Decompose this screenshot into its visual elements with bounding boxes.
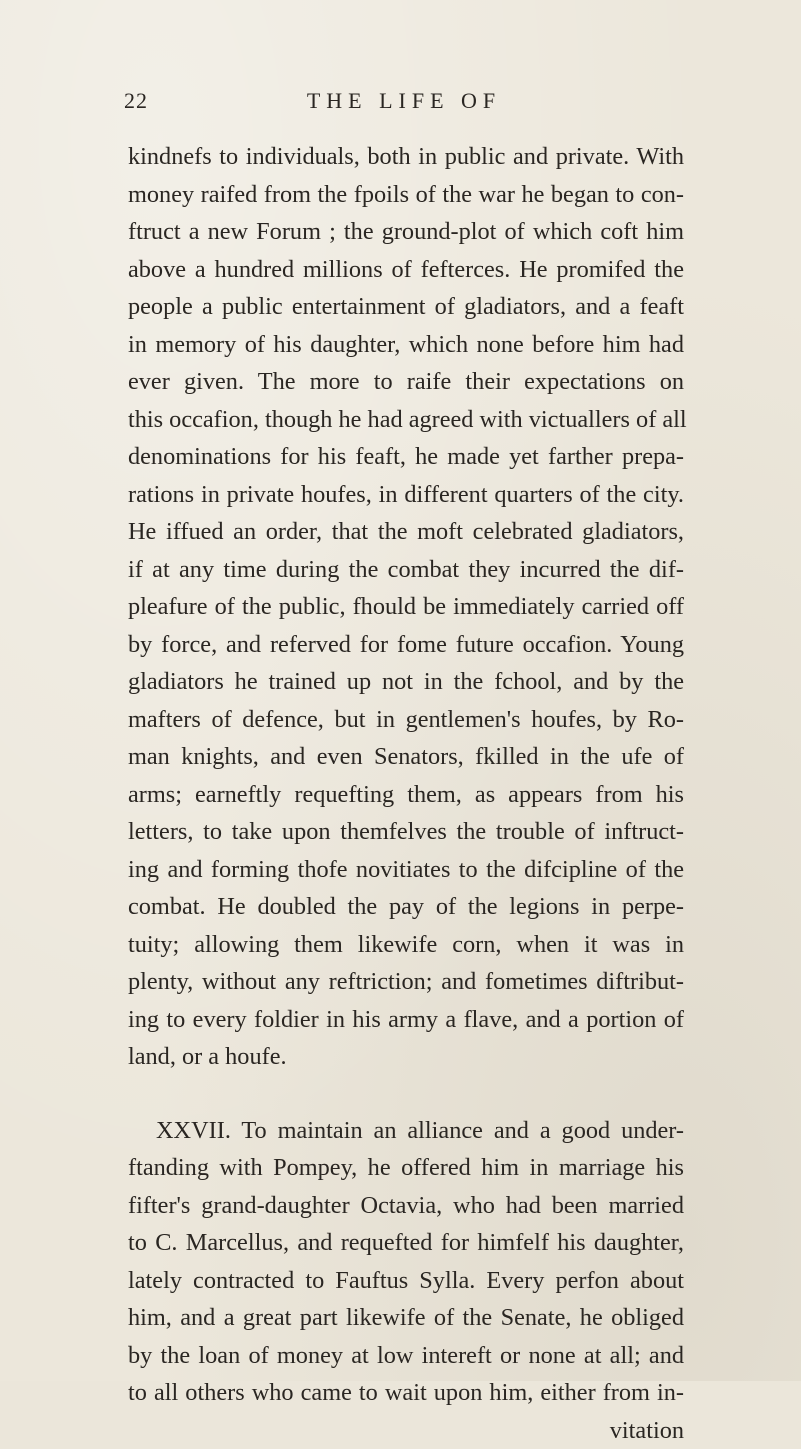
text-line: rations in private houfes, in different quarters of the city. bbox=[128, 476, 684, 514]
text-line: in memory of his daughter, which none before him had bbox=[128, 326, 684, 364]
text-line: ing to every foldier in his army a flave, and a portion of bbox=[128, 1001, 684, 1039]
text-line: ing and forming thofe novitiates to the difcipline of the bbox=[128, 851, 684, 889]
text-line: He iffued an order, that the moft celebrated gladiators, bbox=[128, 513, 684, 551]
text-line: if at any time during the combat they incurred the dif- bbox=[128, 551, 684, 589]
text-line: by the loan of money at low intereft or none at all; and bbox=[128, 1337, 684, 1375]
text-line: lately contracted to Fauftus Sylla. Every perfon about bbox=[128, 1262, 684, 1300]
text-line: this occafion, though he had agreed with victuallers of all bbox=[128, 401, 684, 439]
paragraph-1 bbox=[128, 138, 684, 1076]
text-line: letters, to take upon themfelves the trouble of inftruct- bbox=[128, 813, 684, 851]
text-line: fifter's grand-daughter Octavia, who had been married bbox=[128, 1187, 684, 1225]
text-line: kindnefs to individuals, both in public and private. With bbox=[128, 138, 684, 176]
text-line: XXVII. To maintain an alliance and a good under- bbox=[128, 1112, 684, 1150]
paragraph-2 bbox=[128, 1112, 684, 1412]
text-line: plenty, without any reftriction; and fometimes diftribut- bbox=[128, 963, 684, 1001]
text-line: by force, and referved for fome future occafion. Young bbox=[128, 626, 684, 664]
text-line: arms; earneftly requefting them, as appears from his bbox=[128, 776, 684, 814]
text-line: land, or a houfe. bbox=[128, 1038, 684, 1076]
paragraph-gap bbox=[128, 1076, 684, 1112]
text-line: man knights, and even Senators, fkilled in the ufe of bbox=[128, 738, 684, 776]
text-line: people a public entertainment of gladiators, and a feaft bbox=[128, 288, 684, 326]
text-line: to C. Marcellus, and requefted for himfelf his daughter, bbox=[128, 1224, 684, 1262]
page-header bbox=[124, 88, 684, 122]
text-line: ftanding with Pompey, he offered him in marriage his bbox=[128, 1149, 684, 1187]
text-line: gladiators he trained up not in the fchool, and by the bbox=[128, 663, 684, 701]
text-line: to all others who came to wait upon him, either from in- bbox=[128, 1374, 684, 1412]
running-head: THE LIFE OF bbox=[124, 88, 684, 114]
text-line: combat. He doubled the pay of the legions in perpe- bbox=[128, 888, 684, 926]
text-line: ftruct a new Forum ; the ground-plot of which coft him bbox=[128, 213, 684, 251]
text-line: denominations for his feaft, he made yet farther prepa- bbox=[128, 438, 684, 476]
text-line: him, and a great part likewife of the Senate, he obliged bbox=[128, 1299, 684, 1337]
text-line: money raifed from the fpoils of the war he began to con- bbox=[128, 176, 684, 214]
text-line: mafters of defence, but in gentlemen's houfes, by Ro- bbox=[128, 701, 684, 739]
page-number: 22 bbox=[124, 88, 148, 114]
text-line: ever given. The more to raife their expectations on bbox=[128, 363, 684, 401]
text-line: pleafure of the public, fhould be immediately carried off bbox=[128, 588, 684, 626]
text-line: above a hundred millions of fefterces. He promifed the bbox=[128, 251, 684, 289]
text-line: tuity; allowing them likewife corn, when it was in bbox=[128, 926, 684, 964]
catchword: vitation bbox=[128, 1412, 684, 1449]
body-text bbox=[128, 138, 684, 1449]
